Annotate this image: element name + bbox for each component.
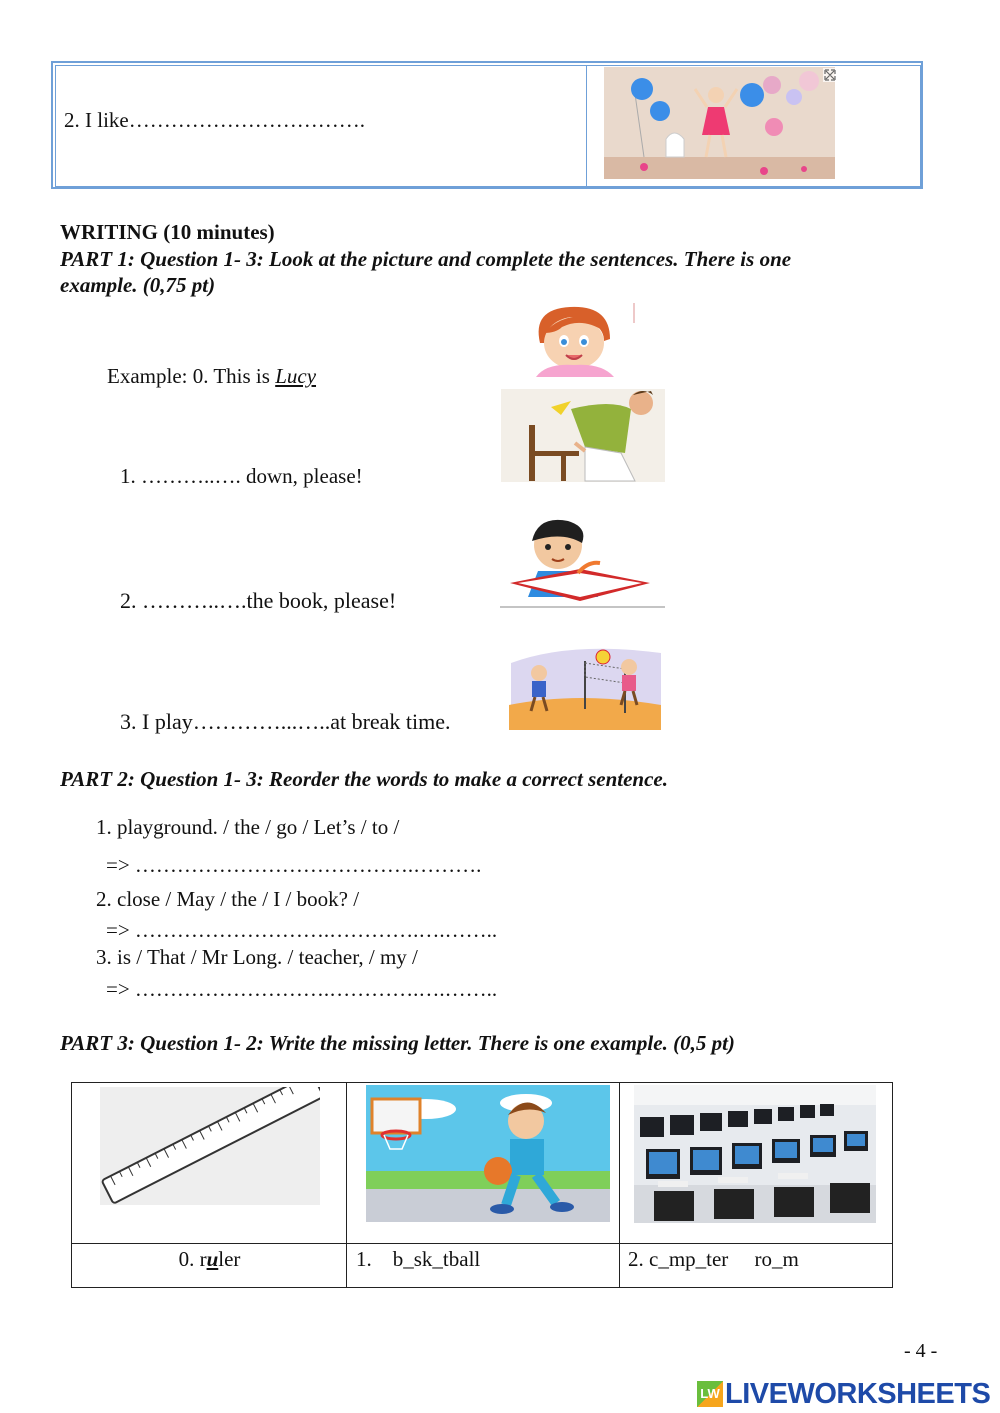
part2-a3: => ……………………….………….….…….. (106, 977, 498, 1001)
part2-q1: 1. playground. / the / go / Let’s / to / (96, 815, 400, 839)
part2-instruction: PART 2: Question 1- 3: Reorder the words to make a correct sentence. (60, 767, 668, 791)
example-word-suffix: ler (218, 1247, 241, 1271)
basketball-image (366, 1085, 610, 1222)
top-table (51, 61, 923, 189)
word-basketball: 1. b_sk_tball (356, 1247, 481, 1271)
top-table-text-cell (55, 65, 587, 187)
writing-heading: WRITING (10 minutes) (60, 220, 275, 244)
missing-letter-table (71, 1082, 893, 1288)
sit-down-image (501, 389, 665, 482)
part2-q2: 2. close / May / the / I / book? / (96, 887, 360, 911)
part1-q2: 2. ………..….the book, please! (120, 588, 397, 613)
top-table-image-cell (586, 65, 921, 187)
volleyball-image (505, 643, 663, 730)
ruler-image (100, 1087, 320, 1205)
part2-q3: 3. is / That / Mr Long. / teacher, / my / (96, 945, 418, 969)
example-word-prefix: 0. r (178, 1247, 207, 1271)
brand-text: LIVEWORKSHEETS (725, 1377, 991, 1410)
example-prefix: Example: 0. This is (107, 364, 276, 388)
top-sentence: 2. I like……………………………. (64, 108, 365, 132)
lucy-image (526, 303, 638, 377)
part2-a1: => ………………………………….………. (106, 853, 482, 877)
example-word (72, 1244, 347, 1287)
liveworksheets-logo (697, 1379, 990, 1409)
part3-instruction: PART 3: Question 1- 2: Write the missing letter. There is one example. (0,5 pt) (60, 1031, 735, 1055)
part1-q3: 3. I play…………...…..at break time. (120, 709, 451, 734)
part1-instruction-line1: PART 1: Question 1- 3: Look at the picture and complete the sentences. There is one (60, 247, 792, 271)
part1-q1: 1. ………..…. down, please! (120, 464, 363, 488)
part1-instruction-line2: example. (0,75 pt) (60, 273, 216, 297)
word-computer-room: 2. c_mp_ter ro_m (628, 1247, 799, 1271)
computer-room-image (634, 1085, 876, 1223)
example-sentence (107, 364, 316, 389)
page-number: - 4 - (904, 1340, 938, 1362)
example-missing-letter: u (206, 1247, 219, 1271)
part2-a2: => ……………………….………….….…….. (106, 918, 498, 942)
expand-icon[interactable] (823, 68, 837, 82)
open-book-image (500, 517, 665, 608)
party-girl-image (604, 67, 835, 179)
brand-badge: LW (697, 1381, 723, 1407)
example-answer: Lucy (275, 364, 317, 388)
